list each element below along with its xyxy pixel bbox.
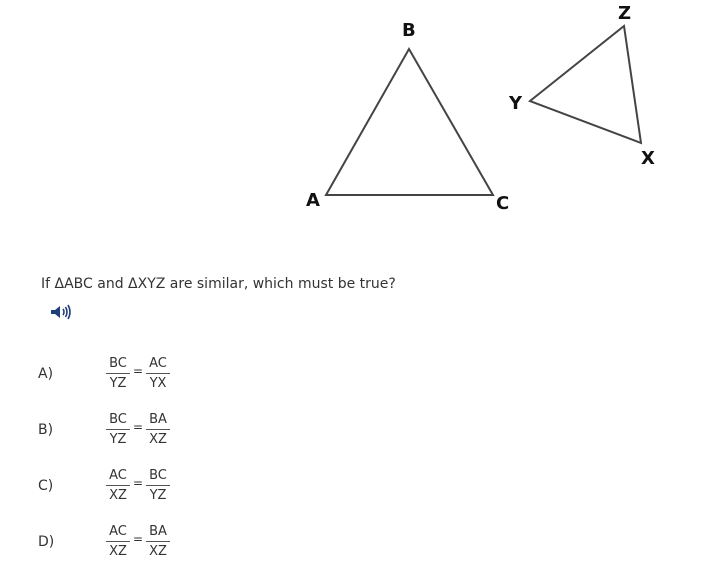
fraction-left — [106, 411, 130, 448]
vertex-label-y: Y — [509, 93, 523, 114]
vertex-label-x: X — [641, 148, 655, 169]
choice-letter: B) — [38, 422, 54, 438]
fraction-right — [146, 355, 170, 392]
fraction-denominator: YX — [149, 376, 167, 391]
choice-c[interactable] — [0, 462, 720, 512]
vertex-label-b: B — [402, 20, 416, 41]
fraction-numerator: AC — [106, 523, 130, 542]
vertex-label-a: A — [306, 190, 320, 211]
vertex-label-z: Z — [618, 3, 632, 24]
choice-letter: C) — [38, 478, 54, 494]
triangles-figure — [0, 0, 720, 230]
fraction-numerator: BC — [106, 355, 130, 374]
choice-a[interactable] — [0, 350, 720, 400]
choice-b[interactable] — [0, 406, 720, 456]
fraction-denominator: XZ — [149, 544, 167, 559]
fraction-numerator: AC — [106, 467, 130, 486]
triangle-abc — [326, 49, 493, 195]
triangle-xyz — [530, 26, 641, 143]
fraction-left — [106, 467, 130, 504]
question-text: If ΔABC and ΔXYZ are similar, which must be true? — [41, 276, 396, 292]
fraction-denominator: YZ — [109, 432, 127, 447]
vertex-label-c: C — [496, 193, 510, 214]
equals-sign: = — [133, 476, 144, 490]
fraction-numerator: AC — [146, 355, 170, 374]
fraction-right — [146, 411, 170, 448]
speaker-icon[interactable] — [49, 302, 73, 322]
equals-sign: = — [133, 532, 144, 546]
fraction-numerator: BC — [106, 411, 130, 430]
fraction-denominator: XZ — [109, 544, 127, 559]
fraction-left — [106, 523, 130, 560]
fraction-left — [106, 355, 130, 392]
fraction-denominator: XZ — [149, 432, 167, 447]
choice-letter: A) — [38, 366, 54, 382]
fraction-denominator: YZ — [109, 376, 127, 391]
choice-d[interactable] — [0, 518, 720, 568]
fraction-numerator: BC — [146, 467, 170, 486]
fraction-denominator: YZ — [149, 488, 167, 503]
fraction-right — [146, 523, 170, 560]
equals-sign: = — [133, 364, 144, 378]
choice-letter: D) — [38, 534, 55, 550]
fraction-denominator: XZ — [109, 488, 127, 503]
fraction-right — [146, 467, 170, 504]
equals-sign: = — [133, 420, 144, 434]
fraction-numerator: BA — [146, 411, 170, 430]
fraction-numerator: BA — [146, 523, 170, 542]
